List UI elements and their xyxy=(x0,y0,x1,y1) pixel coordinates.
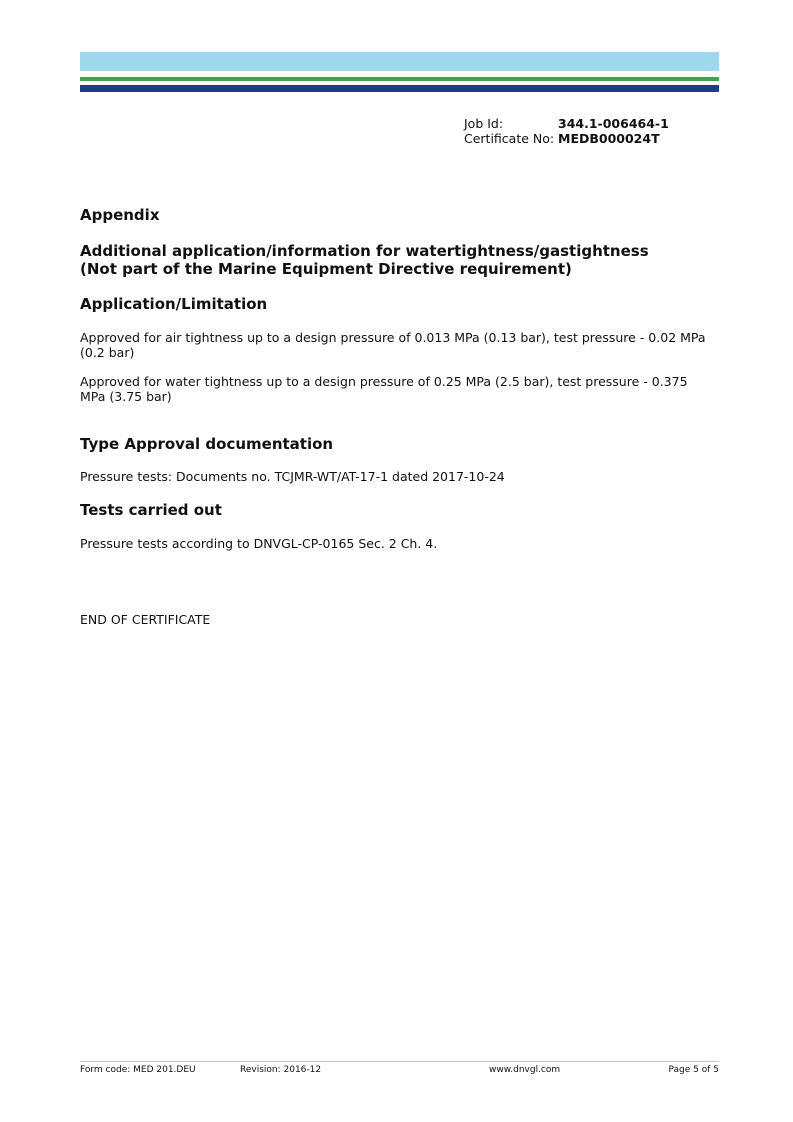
additional-info-heading-line1: Additional application/information for watertightness/gastightness xyxy=(80,242,649,260)
footer-revision: Revision: 2016-12 xyxy=(240,1065,322,1075)
certificate-ids xyxy=(464,116,669,146)
header-light-band xyxy=(80,52,719,71)
job-id-value: 344.1-006464-1 xyxy=(558,116,669,131)
tests-carried-out-heading: Tests carried out xyxy=(80,501,222,519)
footer-page-number: Page 5 of 5 xyxy=(668,1065,719,1075)
certificate-no-label: Certificate No: xyxy=(464,131,555,146)
application-limitation-heading: Application/Limitation xyxy=(80,295,268,313)
water-tightness-text: Approved for water tightness up to a design pressure of 0.25 MPa (2.5 bar), test pressure - 0.375 MPa (3.75 bar) xyxy=(80,374,688,404)
footer-form-code: Form code: MED 201.DEU xyxy=(80,1065,196,1075)
additional-info-heading xyxy=(80,242,649,278)
pressure-tests-documents: Pressure tests: Documents no. TCJMR-WT/AT-17-1 dated 2017-10-24 xyxy=(80,469,505,484)
certificate-no-row xyxy=(464,131,669,146)
appendix-heading: Appendix xyxy=(80,206,160,224)
footer-website-link[interactable]: www.dnvgl.com xyxy=(489,1065,561,1075)
end-of-certificate: END OF CERTIFICATE xyxy=(80,612,211,627)
header-navy-band xyxy=(80,85,719,92)
job-id-row xyxy=(464,116,669,131)
air-tightness-text: Approved for air tightness up to a design pressure of 0.013 MPa (0.13 bar), test pressure - 0.02 MPa (0.2 bar) xyxy=(80,330,706,360)
tests-carried-out-text: Pressure tests according to DNVGL-CP-0165 Sec. 2 Ch. 4. xyxy=(80,536,438,551)
additional-info-heading-line2: (Not part of the Marine Equipment Directive requirement) xyxy=(80,260,572,278)
footer-divider xyxy=(80,1061,719,1062)
job-id-label: Job Id: xyxy=(464,116,504,131)
type-approval-heading: Type Approval documentation xyxy=(80,435,334,453)
certificate-no-value: MEDB000024T xyxy=(558,131,660,146)
header-green-band xyxy=(80,77,719,81)
